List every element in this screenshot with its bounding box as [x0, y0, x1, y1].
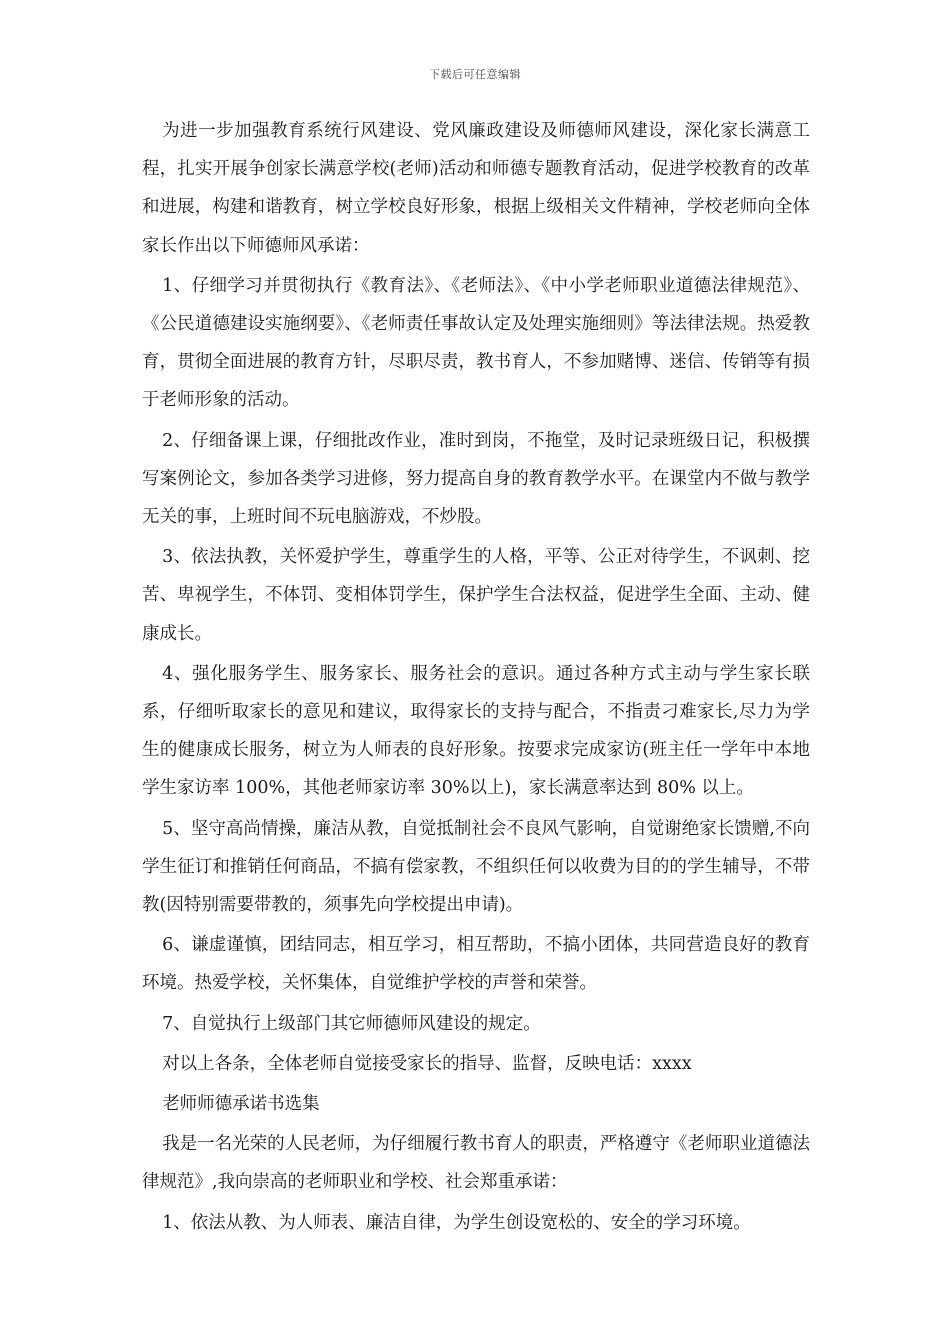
- commitment-item-6: 6、谦虚谨慎，团结同志，相互学习，相互帮助，不搞小团体，共同营造良好的教育环境。热爱学校，关怀集体，自觉维护学校的声誉和荣誉。: [142, 935, 810, 994]
- commitment-item-5: 5、坚守高尚情操，廉洁从教，自觉抵制社会不良风气影响，自觉谢绝家长馈赠,不向学生征订和推销任何商品，不搞有偿家教，不组织任何以收费为目的的学生辅导，不带教(因特别需要带教的，须事先向学校提出申请)。: [142, 818, 810, 916]
- pledge-intro-paragraph: 我是一名光荣的人民老师，为仔细履行教书育人的职责，严格遵守《老师职业道德法律规范》,我向崇高的老师职业和学校、社会郑重承诺：: [142, 1134, 810, 1193]
- page-header: 下载后可任意编辑: [429, 68, 521, 81]
- intro-paragraph: 为进一步加强教育系统行风建设、党风廉政建设及师德师风建设，深化家长满意工程，扎实开展争创家长满意学校(老师)活动和师德专题教育活动，促进学校教育的改革和进展，构建和谐教育，树立学校良好形象，根据上级相关文件精神，学校老师向全体家长作出以下师德师风承诺：: [142, 121, 810, 256]
- section-title: 老师师德承诺书选集: [162, 1094, 320, 1115]
- commitment-item-1: 1、仔细学习并贯彻执行《教育法》、《老师法》、《中小学老师职业道德法律规范》、《公民道德建设实施纲要》、《老师责任事故认定及处理实施细则》等法律法规。热爱教育，贯彻全面进展的教育方针，尽职尽责，教书育人，不参加赌博、迷信、传销等有损于老师形象的活动。: [142, 275, 810, 411]
- document-body: [142, 112, 810, 1244]
- contact-paragraph: 对以上各条，全体老师自觉接受家长的指导、监督，反映电话：xxxx: [162, 1053, 692, 1074]
- commitment-item-4: 4、强化服务学生、服务家长、服务社会的意识。通过各种方式主动与学生家长联系，仔细听取家长的意见和建议，取得家长的支持与配合，不指责刁难家长,尽力为学生的健康成长服务，树立为人师表的良好形象。按要求完成家访(班主任一学年中本地学生家访率 100%，其他老师家访率 30%以上)，家长满意率达到 80% 以上。: [142, 663, 810, 799]
- commitment-item-7: 7、自觉执行上级部门其它师德师风建设的规定。: [162, 1013, 541, 1034]
- pledge-item-1: 1、依法从教、为人师表、廉洁自律，为学生创设宽松的、安全的学习环境。: [162, 1212, 751, 1233]
- commitment-item-3: 3、依法执教，关怀爱护学生，尊重学生的人格，平等、公正对待学生，不讽刺、挖苦、卑视学生，不体罚、变相体罚学生，保护学生合法权益，促进学生全面、主动、健康成长。: [142, 547, 810, 644]
- commitment-item-2: 2、仔细备课上课，仔细批改作业，准时到岗，不拖堂，及时记录班级日记，积极撰写案例论文，参加各类学习进修，努力提高自身的教育教学水平。在课堂内不做与教学无关的事，上班时间不玩电脑游戏，不炒股。: [142, 430, 810, 528]
